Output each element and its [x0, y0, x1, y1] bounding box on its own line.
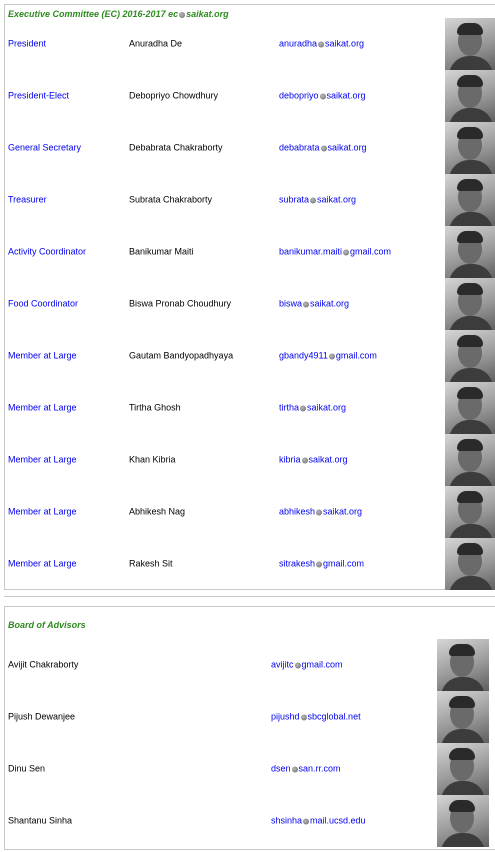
advisor-row: [5, 639, 495, 691]
role-link[interactable]: Member at Large: [8, 350, 77, 361]
email-link[interactable]: [271, 816, 366, 827]
photo-avijit-chakraborty: [437, 639, 489, 691]
email-domain: saikat.org: [326, 90, 366, 101]
email-domain: saikat.org: [310, 298, 350, 309]
at-sign-icon: [303, 302, 309, 308]
email-domain: gmail.com: [335, 350, 377, 361]
photo-hair: [449, 800, 475, 812]
ec-member-row: [5, 538, 495, 590]
photo-shoulders: [449, 212, 493, 226]
photo-shoulders: [449, 56, 493, 70]
email-link[interactable]: [271, 764, 341, 775]
email-domain: gmail.com: [301, 659, 343, 670]
photo-shoulders: [449, 472, 493, 486]
email-domain: saikat.org: [325, 38, 365, 49]
email-link[interactable]: [271, 712, 361, 723]
role-link[interactable]: Treasurer: [8, 194, 47, 205]
photo-hair: [457, 335, 483, 347]
member-name: Gautam Bandyopadhyaya: [129, 350, 234, 361]
at-sign-icon: [301, 715, 307, 721]
advisor-row: [5, 691, 495, 743]
photo-pijush-dewanjee: [437, 691, 489, 743]
section-divider: [4, 596, 495, 600]
at-sign-icon: [295, 663, 301, 669]
member-name: Subrata Chakraborty: [129, 194, 213, 205]
email-link[interactable]: [279, 403, 346, 414]
member-name: Tirtha Ghosh: [129, 402, 181, 413]
at-sign-icon: [316, 510, 322, 516]
advisor-row: [5, 743, 495, 795]
photo-shoulders: [449, 524, 493, 538]
advisor-name: Pijush Dewanjee: [8, 711, 76, 722]
member-name: Biswa Pronab Choudhury: [129, 298, 232, 309]
email-link[interactable]: [279, 559, 364, 570]
photo-shoulders: [449, 420, 493, 434]
at-sign-icon: [318, 42, 324, 48]
advisor-name: Shantanu Sinha: [8, 815, 73, 826]
ec-member-row: [5, 382, 495, 434]
photo-hair: [457, 127, 483, 139]
role-link[interactable]: President-Elect: [8, 90, 70, 101]
photo-shoulders: [441, 729, 485, 743]
at-sign-icon: [310, 198, 316, 204]
role-link[interactable]: General Secretary: [8, 142, 82, 153]
role-link[interactable]: Activity Coordinator: [8, 246, 87, 257]
photo-shoulders: [441, 677, 485, 691]
board-of-advisors-title: Board of Advisors: [8, 620, 86, 630]
email-user: gbandy4911: [279, 350, 328, 361]
member-name: Debopriyo Chowdhury: [129, 90, 219, 101]
ec-member-row: [5, 486, 495, 538]
email-user: biswa: [279, 298, 303, 309]
email-user: debopriyo: [279, 90, 319, 101]
photo-hair: [449, 696, 475, 708]
at-sign-icon: [316, 562, 322, 568]
email-link[interactable]: [279, 455, 348, 466]
email-user: abhikesh: [279, 506, 316, 517]
email-link[interactable]: [279, 143, 367, 154]
role-link[interactable]: President: [8, 38, 47, 49]
photo-khan-kibria: [445, 434, 495, 486]
advisor-name: Avijit Chakraborty: [8, 659, 79, 670]
email-user: debabrata: [279, 142, 320, 153]
email-domain: saikat.org: [307, 402, 347, 413]
photo-hair: [457, 75, 483, 87]
at-sign-icon: [343, 250, 349, 256]
role-link[interactable]: Member at Large: [8, 454, 77, 465]
at-sign-icon: [321, 146, 327, 152]
photo-tirtha-ghosh: [445, 382, 495, 434]
email-domain: saikat.org: [308, 454, 348, 465]
email-user: banikumar.maiti: [279, 246, 343, 257]
ec-member-row: [5, 122, 495, 174]
photo-banikumar-maiti: [445, 226, 495, 278]
email-user: dsen: [271, 763, 291, 774]
member-name: Rakesh Sit: [129, 558, 173, 569]
ec-member-row: [5, 330, 495, 382]
email-domain: saikat.org: [327, 142, 367, 153]
role-link[interactable]: Member at Large: [8, 558, 77, 569]
ec-member-row: [5, 278, 495, 330]
photo-shoulders: [449, 108, 493, 122]
photo-dinu-sen: [437, 743, 489, 795]
at-sign-icon: [300, 406, 306, 412]
photo-debabrata-chakraborty: [445, 122, 495, 174]
role-link[interactable]: Food Coordinator: [8, 298, 79, 309]
photo-hair: [457, 231, 483, 243]
at-sign-icon: [329, 354, 335, 360]
photo-hair: [457, 179, 483, 191]
executive-title-text: Executive Committee (EC) 2016-2017 ec: [8, 9, 179, 19]
photo-hair: [457, 543, 483, 555]
member-name: Banikumar Maiti: [129, 246, 194, 257]
photo-shoulders: [449, 316, 493, 330]
email-link[interactable]: [279, 351, 377, 362]
email-user: anuradha: [279, 38, 318, 49]
photo-biswa-pronab-choudhury: [445, 278, 495, 330]
photo-hair: [457, 387, 483, 399]
advisor-row: [5, 795, 495, 847]
ec-member-row: [5, 434, 495, 486]
email-user: subrata: [279, 194, 310, 205]
at-sign-icon: [292, 767, 298, 773]
ec-member-row: [5, 226, 495, 278]
ec-member-row: [5, 174, 495, 226]
photo-debopriyo-chowdhury: [445, 70, 495, 122]
photo-gautam-bandyopadhyaya: [445, 330, 495, 382]
email-domain: san.rr.com: [298, 763, 341, 774]
photo-hair: [449, 644, 475, 656]
email-link[interactable]: [271, 660, 343, 671]
at-sign-icon: [320, 94, 326, 100]
photo-shoulders: [449, 576, 493, 590]
email-user: pijushd: [271, 711, 300, 722]
photo-rakesh-sit: [445, 538, 495, 590]
role-link[interactable]: Member at Large: [8, 402, 77, 413]
email-user: tirtha: [279, 402, 300, 413]
email-user: shsinha: [271, 815, 303, 826]
at-sign-icon: [303, 819, 309, 825]
ec-member-row: [5, 18, 495, 70]
email-domain: mail.ucsd.edu: [310, 815, 366, 826]
email-domain: gmail.com: [323, 558, 365, 569]
at-sign-icon: [302, 458, 308, 464]
email-link[interactable]: [279, 507, 362, 518]
photo-shantanu-sinha: [437, 795, 489, 847]
photo-anuradha-de: [445, 18, 495, 70]
email-domain: gmail.com: [350, 246, 392, 257]
photo-shoulders: [441, 781, 485, 795]
photo-subrata-chakraborty: [445, 174, 495, 226]
email-user: kibria: [279, 454, 301, 465]
photo-shoulders: [449, 264, 493, 278]
email-domain: saikat.org: [317, 194, 357, 205]
member-name: Khan Kibria: [129, 454, 176, 465]
photo-abhikesh-nag: [445, 486, 495, 538]
ec-member-row: [5, 70, 495, 122]
email-link[interactable]: [279, 195, 356, 206]
advisor-name: Dinu Sen: [8, 763, 46, 774]
photo-hair: [457, 439, 483, 451]
photo-hair: [449, 748, 475, 760]
photo-hair: [457, 23, 483, 35]
role-link[interactable]: Member at Large: [8, 506, 77, 517]
photo-hair: [457, 491, 483, 503]
photo-hair: [457, 283, 483, 295]
member-name: Abhikesh Nag: [129, 506, 186, 517]
photo-shoulders: [449, 160, 493, 174]
board-of-advisors-section: [4, 606, 495, 850]
executive-committee-section: [4, 4, 495, 590]
email-link[interactable]: [279, 39, 364, 50]
member-name: Anuradha De: [129, 38, 183, 49]
email-user: avijitc: [271, 659, 294, 670]
photo-shoulders: [441, 833, 485, 847]
email-domain: sbcglobal.net: [307, 711, 361, 722]
member-name: Debabrata Chakraborty: [129, 142, 223, 153]
email-user: sitrakesh: [279, 558, 316, 569]
email-link[interactable]: [279, 299, 349, 310]
executive-title-domain: saikat.org: [186, 9, 229, 19]
email-link[interactable]: [279, 247, 391, 258]
photo-shoulders: [449, 368, 493, 382]
email-link[interactable]: [279, 91, 366, 102]
email-domain: saikat.org: [323, 506, 363, 517]
